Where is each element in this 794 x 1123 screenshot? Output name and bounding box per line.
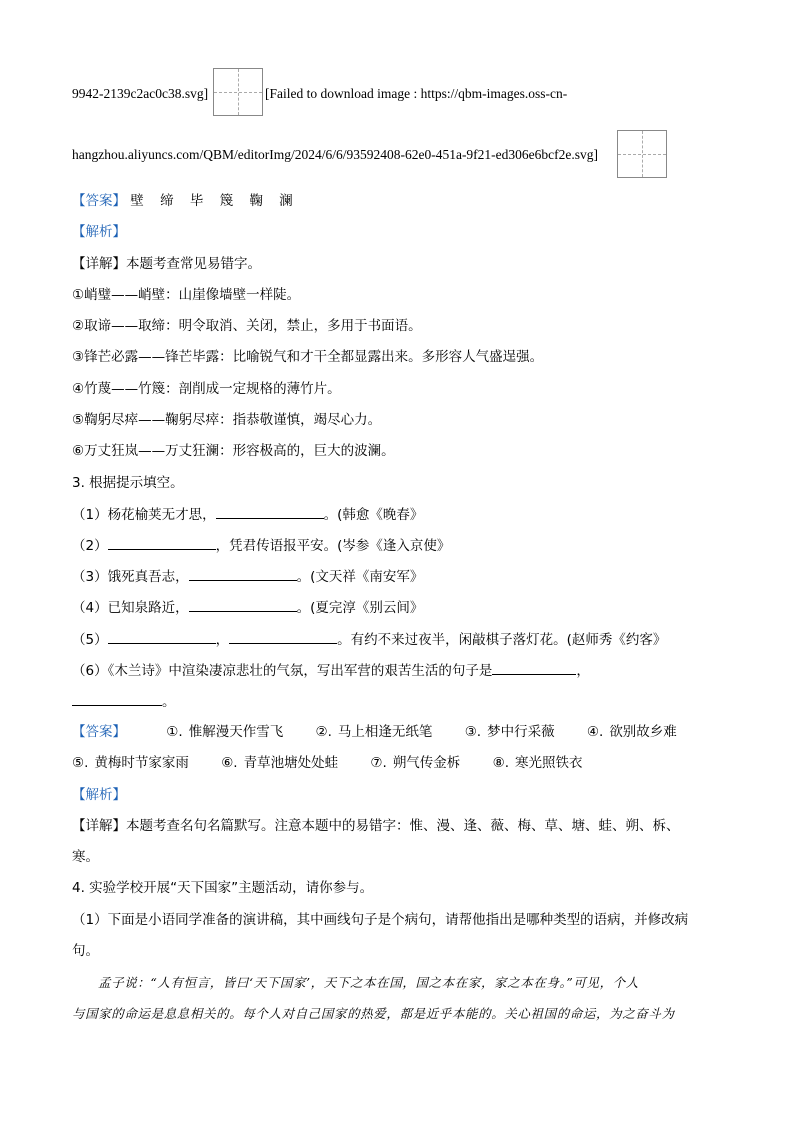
- q3-s6-text: （6）《木兰诗》中渲染凄凉悲壮的气氛，写出军营的艰苦生活的句子是: [72, 663, 493, 679]
- answer-text: 寒光照铁衣: [515, 755, 583, 771]
- q2-item-1: ①峭璧——峭壁：山崖像墙壁一样陡。: [72, 287, 301, 303]
- analysis-tag: 【解析】: [72, 787, 126, 803]
- broken-image-text-1: [265, 84, 567, 104]
- answer-num: ⑥.: [221, 755, 238, 771]
- answer-item: [221, 753, 338, 773]
- q3-s3-source: 。(文天祥《南安军》: [296, 569, 424, 585]
- fill-blank[interactable]: [189, 566, 297, 581]
- broken-image-message: [Failed to download image : https://qbm-images.oss-cn-: [265, 86, 568, 101]
- q3-s2-num: （2）: [72, 538, 108, 554]
- speech-quote-line-2: 与国家的命运是息息相关的。每个人对自己国家的热爱，都是近乎本能的。关心祖国的命运，为之奋斗为: [72, 1006, 675, 1021]
- q4-sub1-line-2: 句。: [72, 943, 99, 959]
- answer-tag: 【答案】: [72, 193, 126, 209]
- q3-s6-end: 。: [162, 694, 176, 710]
- answer-word: 壁: [130, 193, 144, 209]
- answer-word: 毕: [189, 193, 204, 209]
- q2-item-2: ②取谛——取缔：明令取消、关闭，禁止，多用于书面语。: [72, 318, 422, 334]
- answer-text: 马上相逢无纸笔: [337, 724, 433, 740]
- answer-num: ③.: [464, 724, 482, 740]
- answer-text: 朔气传金柝: [392, 755, 461, 771]
- q3-s5-num: （5）: [72, 632, 108, 648]
- q3-sentence-6-cont: [72, 691, 176, 712]
- answer-text: 欲别故乡难: [609, 724, 677, 740]
- q3-s6-comma: ，: [576, 663, 590, 679]
- answer-text: 梦中行采薇: [487, 724, 555, 740]
- q4-title: 4. 实验学校开展“天下国家”主题活动，请你参与。: [72, 880, 374, 896]
- broken-image-line-2: [72, 145, 598, 165]
- answer-item: [166, 722, 283, 742]
- broken-image-icon: [213, 68, 263, 116]
- answer-word: 缔: [160, 193, 174, 209]
- q3-s4-text: （4）已知泉路近，: [72, 600, 189, 616]
- q2-answer: [72, 191, 305, 211]
- q4-sub1-line-1: （1）下面是小语同学准备的演讲稿，其中画线句子是个病句，请帮他指出是哪种类型的语病，并修改病: [72, 912, 689, 928]
- q3-answer-row-2: [72, 753, 611, 773]
- detail-tag: 【详解】: [72, 256, 126, 272]
- q3-s1-source: 。(韩愈《晚春》: [323, 507, 424, 523]
- fill-blank[interactable]: [189, 597, 297, 612]
- detail-text: 本题考查常见易错字。: [126, 256, 261, 272]
- answer-text: 黄梅时节家家雨: [94, 755, 189, 771]
- fill-blank[interactable]: [108, 535, 216, 550]
- answer-num: ⑤.: [72, 755, 89, 771]
- broken-image-prefix: 9942-2139c2ac0c38.svg]: [72, 86, 209, 101]
- q3-detail-1: [72, 816, 680, 836]
- q3-sentence-5: [72, 629, 666, 650]
- answer-word: 鞠: [249, 193, 263, 209]
- q3-s1-text: （1）杨花榆荚无才思，: [72, 507, 216, 523]
- answer-num: ①.: [166, 724, 183, 740]
- q3-s3-text: （3）饿死真吾志，: [72, 569, 189, 585]
- answer-item: [465, 722, 555, 742]
- q3-detail-2: 寒。: [72, 849, 99, 865]
- answer-tag: 【答案】: [72, 724, 126, 740]
- detail-tag: 【详解】: [72, 818, 126, 834]
- q2-detail: [72, 254, 261, 274]
- answer-word: 澜: [279, 193, 293, 209]
- q3-s5-comma: ，: [215, 632, 230, 648]
- q2-analysis-tag: [72, 222, 126, 242]
- fill-blank[interactable]: [229, 629, 337, 644]
- q3-sentence-3: [72, 566, 423, 587]
- q3-s2-text: ，凭君传语报平安。(岑参《逢入京使》: [215, 538, 451, 554]
- fill-blank[interactable]: [216, 504, 324, 519]
- answer-num: ④.: [586, 724, 604, 740]
- broken-image-icon-2: [617, 130, 667, 178]
- answer-text: 惟解漫天作雪飞: [188, 724, 284, 740]
- q2-item-3: ③锋芒必露——锋芒毕露：比喻锐气和才干全都显露出来。多形容人气盛逞强。: [72, 349, 544, 365]
- q2-item-6: ⑥万丈狂岚——万丈狂澜：形容极高的，巨大的波澜。: [72, 443, 395, 459]
- analysis-tag: 【解析】: [72, 224, 126, 240]
- q3-sentence-1: [72, 504, 423, 525]
- fill-blank[interactable]: [492, 660, 576, 675]
- answer-word: 篾: [219, 193, 234, 209]
- q3-s5-text: 。有约不来过夜半，闲敲棋子落灯花。(赵师秀《约客》: [337, 632, 667, 648]
- speech-quote-line-1: 孟子说：“人有恒言，皆曰‘天下国家’，天下之本在国，国之本在家，家之本在身。”可见，个人: [98, 975, 639, 990]
- answer-item: [493, 753, 583, 773]
- q2-item-4: ④竹蔑——竹篾：剖削成一定规格的薄竹片。: [72, 381, 341, 397]
- detail-text: 本题考查名句名篇默写。注意本题中的易错字：惟、漫、逢、薇、梅、草、塘、蛙、朔、柝、: [126, 818, 680, 834]
- answer-num: ②.: [315, 724, 332, 740]
- q3-answer-row-1: [72, 722, 677, 742]
- q3-sentence-4: [72, 597, 423, 618]
- fill-blank[interactable]: [72, 691, 162, 706]
- q2-item-5: ⑤鞫躬尽瘁——鞠躬尽瘁：指恭敬谨慎，竭尽心力。: [72, 412, 382, 428]
- fill-blank[interactable]: [108, 629, 216, 644]
- answer-item: [587, 722, 677, 742]
- q3-title: 3. 根据提示填空。: [72, 475, 184, 491]
- answer-item: [316, 722, 433, 742]
- answer-text: 青草池塘处处蛙: [243, 755, 339, 771]
- broken-image-line-1: [72, 84, 208, 104]
- broken-image-url: hangzhou.aliyuncs.com/QBM/editorImg/2024/6/6/93592408-62e0-451a-9f21-ed306e6bcf2e.svg]: [72, 147, 599, 162]
- q3-sentence-2: [72, 535, 450, 556]
- answer-item: [370, 753, 460, 773]
- answer-item: [72, 753, 189, 773]
- answer-num: ⑦.: [370, 755, 387, 771]
- answer-num: ⑧.: [492, 755, 510, 771]
- q3-s4-source: 。(夏完淳《别云间》: [296, 600, 424, 616]
- q3-analysis-tag: [72, 785, 126, 805]
- q3-sentence-6: [72, 660, 590, 681]
